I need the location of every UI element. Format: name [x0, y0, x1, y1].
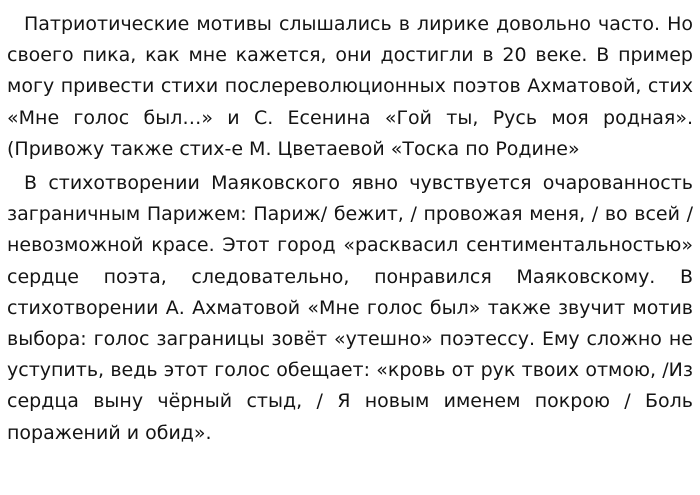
- paragraph-mayakovsky-akhmatova: В стихотворении Маяковского явно чувствуется очарованность заграничным Парижем: Париж/ бежит, / провожая меня, / во всей / невозможной красе. Этот город «расквасил сентиментальностью» сердце поэта, следовательно, понравился Маяковскому. В стихотворении А. Ахматовой «Мне голос был» также звучит мотив выбора: голос заграницы зовёт «утешно» поэтессу. Ему сложно не уступить, ведь этот голос обещает: «кровь от рук твоих отмою, /Из сердца выну чёрный стыд, / Я новым именем покрою / Боль поражений и обид».: [7, 172, 693, 444]
- paragraph-patriotic-motifs: Патриотические мотивы слышались в лирике довольно часто. Но своего пика, как мне кажется, они достигли в 20 веке. В пример могу привести стихи послереволюционных поэтов Ахматовой, стих «Мне голос был…» и С. Есенина «Гой ты, Русь моя родная». (Привожу также стих-е М. Цветаевой «Тоска по Родине»: [7, 13, 693, 160]
